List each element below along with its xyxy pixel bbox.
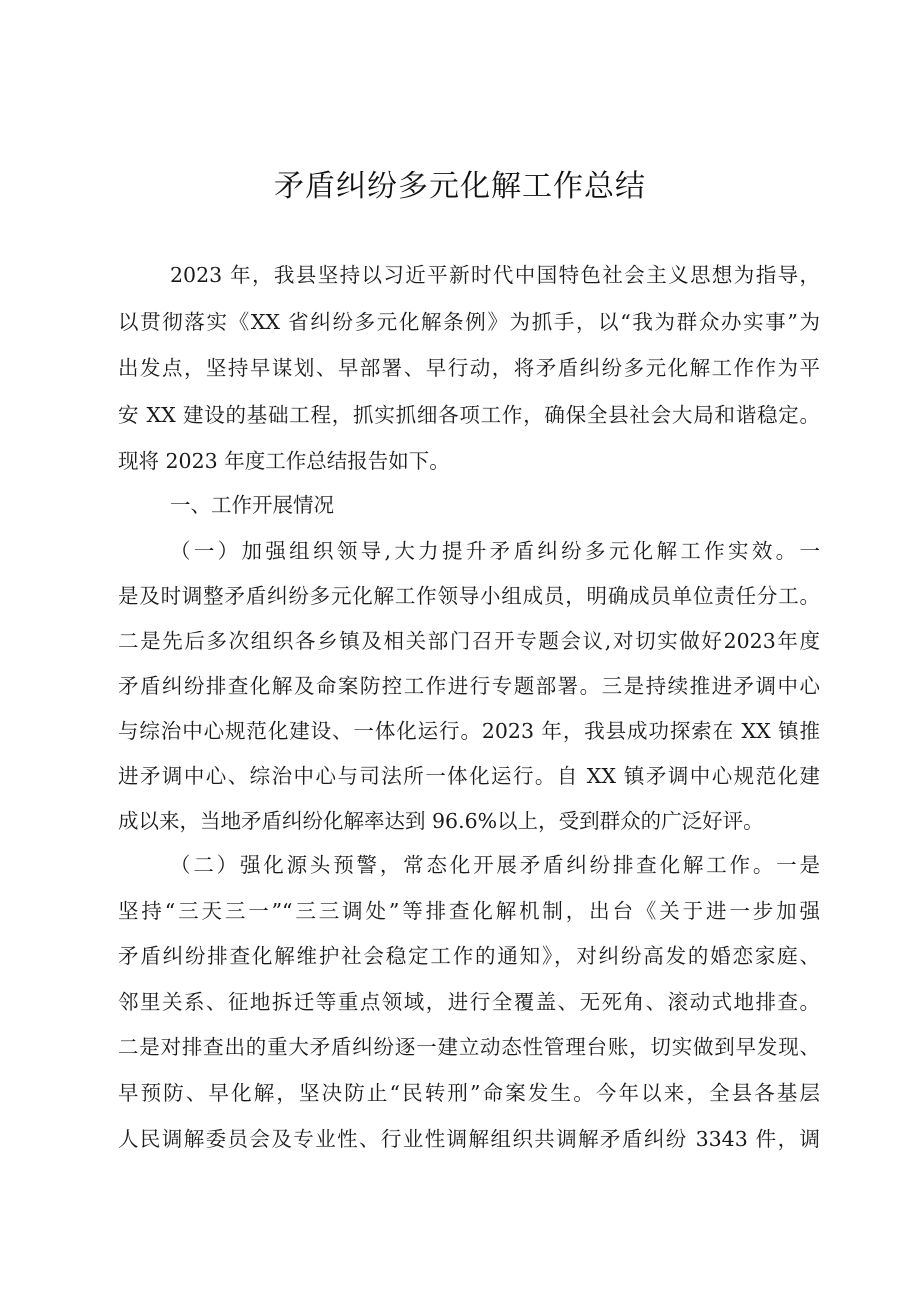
intro-line: 以贯彻落实《XX 省纠纷多元化解条例》为抓手，以“我为群众办实事”为 — [118, 309, 820, 334]
subsection-2-line: 二是对排查出的重大矛盾纠纷逐一建立动态性管理台账，切实做到早发现、 — [118, 1035, 820, 1060]
subsection-1-line: 二是先后多次组织各乡镇及相关部门召开专题会议,对切实做好2023年度 — [118, 628, 820, 653]
subsection-2-line: 人民调解委员会及专业性、行业性调解组织共调解矛盾纠纷 3343 件，调 — [118, 1126, 820, 1151]
subsection-2-paragraph — [118, 843, 820, 1162]
subsection-1-line: 矛盾纠纷排查化解及命案防控工作进行专题部署。三是持续推进矛调中心 — [118, 673, 820, 698]
section-heading-text: 一、工作开展情况 — [170, 493, 334, 517]
subsection-1-line: 成以来，当地矛盾纠纷化解率达到 96.6%以上，受到群众的广泛好评。 — [118, 808, 764, 833]
subsection-2-line: （二）强化源头预警，常态化开展矛盾纠纷排查化解工作。一是 — [170, 853, 820, 877]
subsection-1-line: 进矛调中心、综治中心与司法所一体化运行。自 XX 镇矛调中心规范化建 — [118, 763, 820, 788]
subsection-2-line: 邻里关系、征地拆迁等重点领域，进行全覆盖、无死角、滚动式地排查。 — [118, 989, 820, 1014]
intro-paragraph — [118, 252, 820, 485]
subsection-2-line: 矛盾纠纷排查化解维护社会稳定工作的通知》，对纠纷高发的婚恋家庭、 — [118, 944, 820, 969]
subsection-1-paragraph — [118, 529, 820, 844]
document-title: 矛盾纠纷多元化解工作总结 — [274, 169, 646, 204]
section-heading — [118, 482, 820, 528]
subsection-1-line: （一）加强组织领导,大力提升矛盾纠纷多元化解工作实效。一 — [170, 538, 820, 563]
intro-line: 现将 2023 年度工作总结报告如下。 — [118, 449, 450, 473]
subsection-1-line: 与综治中心规范化建设、一体化运行。2023 年，我县成功探索在 XX 镇推 — [118, 718, 820, 743]
intro-line: 2023 年，我县坚持以习近平新时代中国特色社会主义思想为指导， — [170, 263, 820, 287]
subsection-2-line: 坚持“三天三一”“三三调处”等排查化解机制，出台《关于进一步加强 — [118, 898, 820, 923]
subsection-2-line: 早预防、早化解，坚决防止“民转刑”命案发生。今年以来，全县各基层 — [118, 1080, 820, 1105]
intro-line: 安 XX 建设的基础工程，抓实抓细各项工作，确保全县社会大局和谐稳定。 — [118, 402, 820, 427]
subsection-1-line: 是及时调整矛盾纠纷多元化解工作领导小组成员，明确成员单位责任分工。 — [118, 583, 820, 608]
intro-line: 出发点，坚持早谋划、早部署、早行动，将矛盾纠纷多元化解工作作为平 — [118, 356, 820, 380]
